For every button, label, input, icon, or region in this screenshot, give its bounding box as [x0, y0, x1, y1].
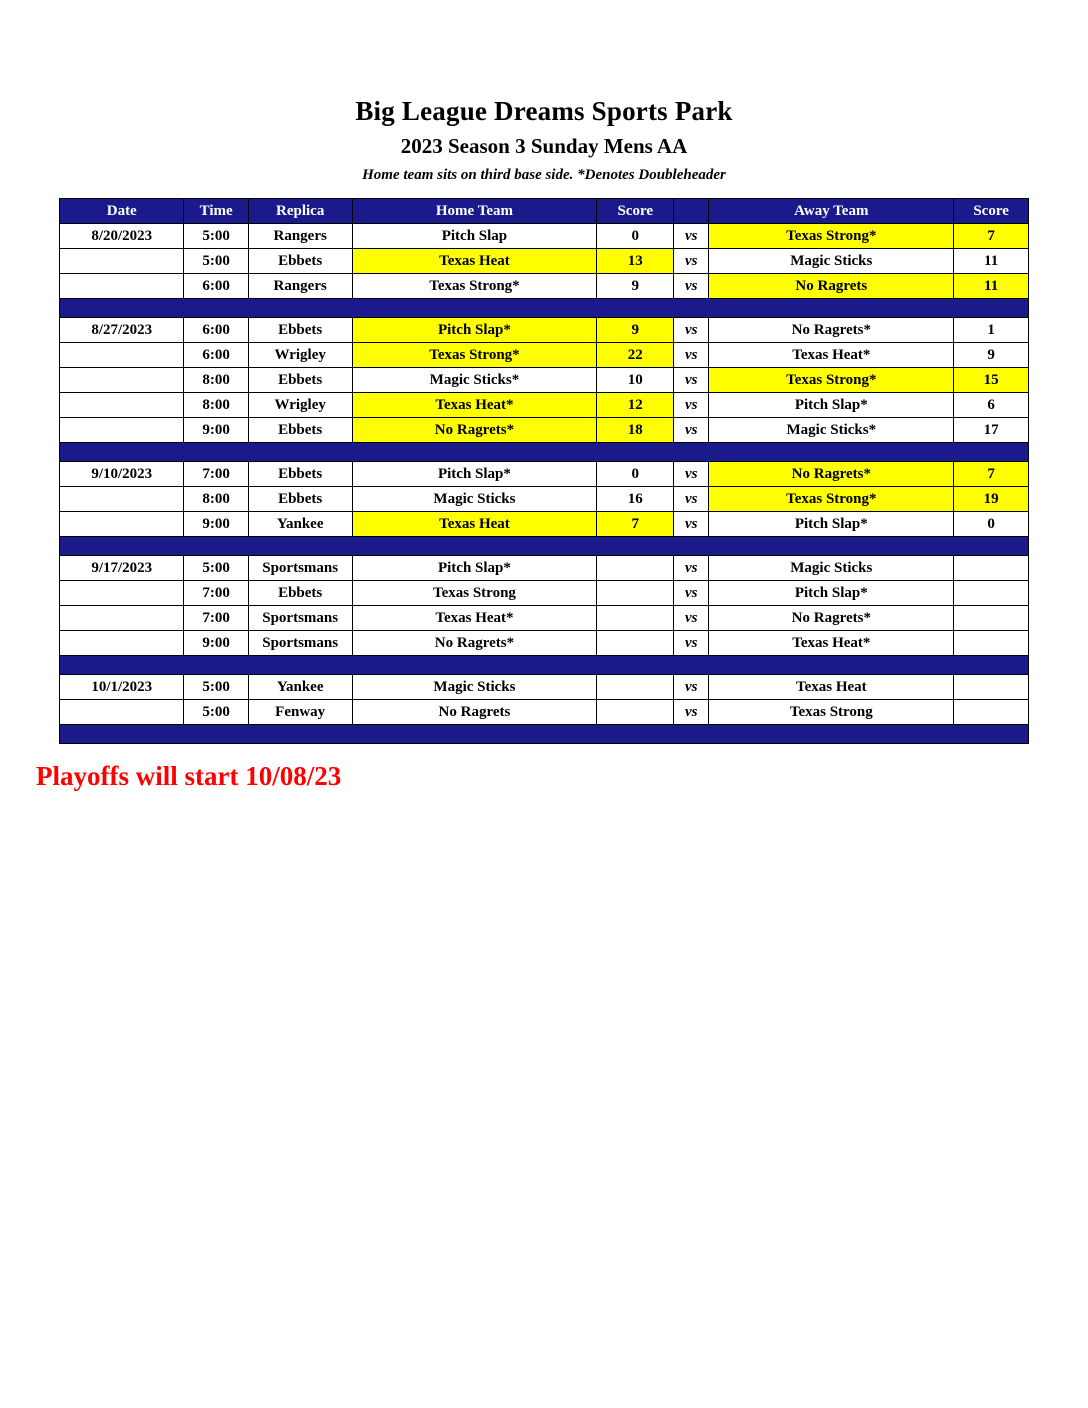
cell-home-team: Magic Sticks* — [352, 368, 597, 393]
cell-vs: vs — [674, 343, 709, 368]
cell-home-team: Pitch Slap* — [352, 556, 597, 581]
table-row — [60, 675, 1029, 700]
cell-replica: Fenway — [248, 700, 352, 725]
table-row — [60, 249, 1029, 274]
cell-away-team: No Ragrets* — [709, 606, 954, 631]
cell-home-team: Texas Strong — [352, 581, 597, 606]
cell-away-score — [954, 556, 1029, 581]
cell-time: 6:00 — [184, 343, 248, 368]
cell-time: 5:00 — [184, 556, 248, 581]
cell-away-team: Magic Sticks — [709, 249, 954, 274]
cell-date — [60, 606, 184, 631]
table-row — [60, 393, 1029, 418]
column-header-home-score: Score — [597, 199, 674, 224]
cell-time: 6:00 — [184, 274, 248, 299]
table-body — [60, 224, 1029, 744]
spacer-cell — [60, 443, 1029, 462]
cell-vs: vs — [674, 462, 709, 487]
cell-away-team: Texas Strong* — [709, 224, 954, 249]
cell-away-team: Pitch Slap* — [709, 393, 954, 418]
cell-home-score: 9 — [597, 274, 674, 299]
document-header — [0, 0, 1088, 184]
cell-vs: vs — [674, 368, 709, 393]
cell-home-team: Pitch Slap — [352, 224, 597, 249]
cell-away-team: Texas Strong* — [709, 487, 954, 512]
cell-away-team: Texas Strong* — [709, 368, 954, 393]
table-row — [60, 462, 1029, 487]
cell-away-score — [954, 675, 1029, 700]
cell-away-team: Magic Sticks* — [709, 418, 954, 443]
cell-away-score — [954, 581, 1029, 606]
spacer-cell — [60, 537, 1029, 556]
column-header-replica: Replica — [248, 199, 352, 224]
cell-date — [60, 274, 184, 299]
cell-away-team: Texas Heat* — [709, 343, 954, 368]
cell-away-score — [954, 700, 1029, 725]
cell-away-team: Texas Heat* — [709, 631, 954, 656]
column-header-away-score: Score — [954, 199, 1029, 224]
cell-home-team: Texas Heat — [352, 249, 597, 274]
table-row — [60, 512, 1029, 537]
table-row — [60, 343, 1029, 368]
cell-replica: Ebbets — [248, 368, 352, 393]
page-subtitle: 2023 Season 3 Sunday Mens AA — [400, 134, 688, 159]
cell-vs: vs — [674, 393, 709, 418]
cell-time: 8:00 — [184, 393, 248, 418]
cell-time: 7:00 — [184, 462, 248, 487]
table-row — [60, 274, 1029, 299]
cell-time: 8:00 — [184, 368, 248, 393]
cell-time: 6:00 — [184, 318, 248, 343]
cell-home-score — [597, 556, 674, 581]
table-spacer-row — [60, 537, 1029, 556]
cell-time: 5:00 — [184, 675, 248, 700]
cell-date — [60, 512, 184, 537]
cell-home-team: No Ragrets* — [352, 631, 597, 656]
cell-time: 7:00 — [184, 581, 248, 606]
cell-replica: Ebbets — [248, 462, 352, 487]
cell-home-score: 9 — [597, 318, 674, 343]
cell-replica: Yankee — [248, 675, 352, 700]
playoffs-note: Playoffs will start 10/08/23 — [36, 761, 342, 792]
cell-replica: Sportsmans — [248, 631, 352, 656]
cell-home-score: 22 — [597, 343, 674, 368]
cell-replica: Wrigley — [248, 393, 352, 418]
cell-replica: Rangers — [248, 274, 352, 299]
cell-date — [60, 393, 184, 418]
table-row — [60, 556, 1029, 581]
cell-away-score: 6 — [954, 393, 1029, 418]
cell-replica: Ebbets — [248, 581, 352, 606]
cell-home-score: 7 — [597, 512, 674, 537]
cell-vs: vs — [674, 274, 709, 299]
cell-date — [60, 700, 184, 725]
cell-away-score: 17 — [954, 418, 1029, 443]
cell-time: 9:00 — [184, 418, 248, 443]
cell-home-score: 10 — [597, 368, 674, 393]
cell-home-team: Texas Strong* — [352, 343, 597, 368]
table-spacer-row — [60, 299, 1029, 318]
cell-replica: Ebbets — [248, 318, 352, 343]
cell-date: 9/10/2023 — [60, 462, 184, 487]
cell-date — [60, 368, 184, 393]
cell-vs: vs — [674, 418, 709, 443]
cell-home-team: Texas Heat* — [352, 606, 597, 631]
cell-vs: vs — [674, 556, 709, 581]
cell-home-team: Texas Heat* — [352, 393, 597, 418]
cell-date: 8/20/2023 — [60, 224, 184, 249]
cell-date: 9/17/2023 — [60, 556, 184, 581]
cell-vs: vs — [674, 606, 709, 631]
cell-vs: vs — [674, 512, 709, 537]
table-row — [60, 631, 1029, 656]
cell-away-score — [954, 631, 1029, 656]
cell-vs: vs — [674, 318, 709, 343]
column-header-home-team: Home Team — [352, 199, 597, 224]
table-spacer-row — [60, 725, 1029, 744]
table-row — [60, 418, 1029, 443]
cell-home-score: 12 — [597, 393, 674, 418]
cell-home-score: 0 — [597, 462, 674, 487]
spacer-cell — [60, 299, 1029, 318]
cell-date — [60, 249, 184, 274]
cell-replica: Wrigley — [248, 343, 352, 368]
cell-away-team: Magic Sticks — [709, 556, 954, 581]
cell-away-score: 11 — [954, 249, 1029, 274]
cell-replica: Yankee — [248, 512, 352, 537]
cell-away-score: 7 — [954, 224, 1029, 249]
cell-replica: Rangers — [248, 224, 352, 249]
table-spacer-row — [60, 443, 1029, 462]
cell-away-score: 15 — [954, 368, 1029, 393]
cell-home-team: Magic Sticks — [352, 487, 597, 512]
table-row — [60, 700, 1029, 725]
cell-away-score: 7 — [954, 462, 1029, 487]
cell-replica: Sportsmans — [248, 556, 352, 581]
cell-away-score: 0 — [954, 512, 1029, 537]
cell-home-team: No Ragrets* — [352, 418, 597, 443]
cell-time: 7:00 — [184, 606, 248, 631]
column-header-time: Time — [184, 199, 248, 224]
cell-date: 8/27/2023 — [60, 318, 184, 343]
cell-date — [60, 418, 184, 443]
cell-vs: vs — [674, 581, 709, 606]
cell-home-score: 18 — [597, 418, 674, 443]
cell-home-team: Texas Heat — [352, 512, 597, 537]
cell-time: 9:00 — [184, 631, 248, 656]
cell-away-score: 1 — [954, 318, 1029, 343]
cell-away-score — [954, 606, 1029, 631]
cell-away-team: No Ragrets — [709, 274, 954, 299]
cell-home-score — [597, 631, 674, 656]
page-title: Big League Dreams Sports Park — [355, 96, 733, 126]
cell-home-score: 16 — [597, 487, 674, 512]
cell-away-team: No Ragrets* — [709, 462, 954, 487]
cell-date: 10/1/2023 — [60, 675, 184, 700]
cell-away-team: No Ragrets* — [709, 318, 954, 343]
cell-vs: vs — [674, 700, 709, 725]
cell-time: 5:00 — [184, 224, 248, 249]
column-header-vs — [674, 199, 709, 224]
cell-away-team: Pitch Slap* — [709, 512, 954, 537]
cell-replica: Ebbets — [248, 487, 352, 512]
cell-date — [60, 631, 184, 656]
cell-home-team: Pitch Slap* — [352, 462, 597, 487]
cell-date — [60, 487, 184, 512]
cell-away-score: 11 — [954, 274, 1029, 299]
cell-replica: Ebbets — [248, 418, 352, 443]
cell-time: 5:00 — [184, 249, 248, 274]
cell-replica: Ebbets — [248, 249, 352, 274]
cell-home-team: Magic Sticks — [352, 675, 597, 700]
spacer-cell — [60, 656, 1029, 675]
cell-replica: Sportsmans — [248, 606, 352, 631]
cell-time: 5:00 — [184, 700, 248, 725]
cell-home-team: No Ragrets — [352, 700, 597, 725]
table-row — [60, 606, 1029, 631]
table-row — [60, 368, 1029, 393]
cell-away-team: Texas Strong — [709, 700, 954, 725]
table-row — [60, 487, 1029, 512]
table-row — [60, 318, 1029, 343]
cell-vs: vs — [674, 487, 709, 512]
cell-home-score — [597, 606, 674, 631]
cell-away-score: 9 — [954, 343, 1029, 368]
table-row — [60, 581, 1029, 606]
cell-home-score — [597, 581, 674, 606]
cell-home-team: Texas Strong* — [352, 274, 597, 299]
cell-vs: vs — [674, 249, 709, 274]
table-header-row — [60, 199, 1029, 224]
cell-vs: vs — [674, 675, 709, 700]
cell-date — [60, 581, 184, 606]
page-note: Home team sits on third base side. *Denotes Doubleheader — [362, 167, 726, 184]
spacer-cell — [60, 725, 1029, 744]
schedule-table — [59, 198, 1029, 744]
cell-away-team: Pitch Slap* — [709, 581, 954, 606]
cell-home-score: 13 — [597, 249, 674, 274]
cell-away-score: 19 — [954, 487, 1029, 512]
cell-home-score: 0 — [597, 224, 674, 249]
cell-home-score — [597, 700, 674, 725]
cell-home-team: Pitch Slap* — [352, 318, 597, 343]
table-row — [60, 224, 1029, 249]
cell-time: 8:00 — [184, 487, 248, 512]
table-spacer-row — [60, 656, 1029, 675]
column-header-away-team: Away Team — [709, 199, 954, 224]
cell-time: 9:00 — [184, 512, 248, 537]
cell-vs: vs — [674, 631, 709, 656]
column-header-date: Date — [60, 199, 184, 224]
cell-vs: vs — [674, 224, 709, 249]
cell-date — [60, 343, 184, 368]
cell-away-team: Texas Heat — [709, 675, 954, 700]
cell-home-score — [597, 675, 674, 700]
